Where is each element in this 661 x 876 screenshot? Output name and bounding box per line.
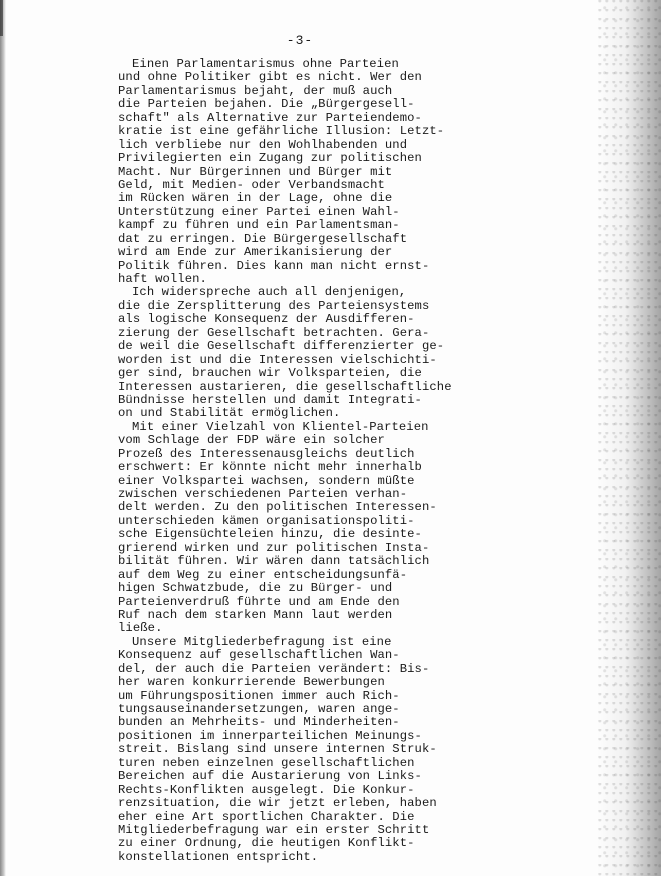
text-line: auf dem Weg zu einer entscheidungsunfä- — [118, 567, 408, 582]
text-line: Ich widerspreche auch all denjenigen, — [132, 285, 407, 300]
text-line: delt werden. Zu den politischen Interessen- — [118, 500, 437, 515]
text-line: die die Zersplitterung des Parteiensystems — [118, 298, 430, 313]
text-line: grierend wirken und zur politischen Insta- — [118, 540, 430, 555]
text-line: streit. Bislang sind unsere internen Struk- — [118, 742, 437, 757]
text-line: de weil die Gesellschaft differenzierter ge- — [118, 339, 445, 354]
text-line: schaft" als Alternative zur Parteiendemo- — [118, 110, 422, 125]
text-line: bunden an Mehrheits- und Minderheiten- — [118, 715, 400, 730]
text-line: kampf zu führen und ein Parlamentsman- — [118, 218, 400, 233]
scan-corner-mark — [0, 0, 25, 36]
text-line: Parlamentarismus bejaht, der muß auch — [118, 83, 393, 98]
text-line: Parteienverdruß führte und am Ende den — [118, 594, 400, 609]
text-line: tungsauseinandersetzungen, waren ange- — [118, 702, 400, 716]
text-line: die Parteien bejahen. Die „Bürgergesell- — [118, 97, 415, 112]
text-line: wird am Ende zur Amerikanisierung der — [118, 245, 393, 260]
text-line: Bereichen auf die Austarierung von Links- — [118, 769, 422, 784]
text-line: kratie ist eine gefährliche Illusion: Letzt- — [118, 124, 445, 139]
text-line: lich verbliebe nur den Wohlhabenden und — [118, 137, 408, 152]
text-line: zierung der Gesellschaft betrachten. Gera- — [118, 325, 430, 340]
text-line: Mit einer Vielzahl von Klientel-Parteien — [132, 419, 429, 434]
paragraph — [118, 286, 558, 420]
text-line: Mitgliederbefragung war ein erster Schritt — [118, 822, 430, 837]
text-line: Rechts-Konflikten ausgelegt. Die Konkur- — [118, 782, 415, 797]
text-line: zwischen verschiedenen Parteien verhan- — [118, 487, 408, 501]
text-line: Prozeß des Interessenausgleichs deutlich — [118, 446, 415, 461]
text-line: konstellationen entspricht. — [118, 849, 319, 864]
text-line: positionen im innerparteilichen Meinungs- — [118, 728, 422, 743]
text-line: higen Schwatzbude, die zu Bürger- und — [118, 581, 393, 596]
text-line: Macht. Nur Bürgerinnen und Bürger mit — [118, 164, 393, 179]
page-number: -3- — [286, 33, 314, 48]
text-line: Unsere Mitgliederbefragung ist eine — [132, 634, 392, 649]
text-line: del, der auch die Parteien verändert: Bis- — [118, 661, 430, 676]
text-line: Bündnisse herstellen und damit Integrati- — [118, 392, 422, 407]
text-line: Geld, mit Medien- oder Verbandsmacht — [118, 177, 385, 192]
text-line: vom Schlage der FDP wäre ein solcher — [118, 433, 385, 448]
scan-edge-right — [597, 0, 661, 876]
text-line: turen neben einzelnen gesellschaftlichen — [118, 755, 415, 770]
text-line: Unterstützung einer Partei einen Wahl- — [118, 204, 400, 219]
text-line: Konsequenz auf gesellschaftlichen Wan- — [118, 648, 400, 663]
text-line: ger sind, brauchen wir Volksparteien, die — [118, 366, 422, 381]
text-line: worden ist und die Interessen vielschichti- — [118, 352, 437, 367]
text-line: erschwert: Er könnte nicht mehr innerhalb — [118, 460, 422, 475]
text-line: einer Volkspartei wachsen, sondern müßte — [118, 473, 415, 488]
paragraph — [118, 636, 558, 864]
text-line: Ruf nach dem starken Mann laut werden — [118, 607, 393, 622]
text-line: dat zu erringen. Die Bürgergesellschaft — [118, 231, 408, 246]
text-line: Einen Parlamentarismus ohne Parteien — [132, 57, 399, 71]
text-line: renzsituation, die wir jetzt erleben, haben — [118, 796, 437, 811]
text-line: bilität führen. Wir wären dann tatsächlich — [118, 554, 430, 569]
text-line: und ohne Politiker gibt es nicht. Wer den — [118, 70, 422, 85]
text-line: haft wollen. — [118, 272, 207, 286]
text-line: her waren konkurrierende Bewerbungen — [118, 675, 385, 690]
scan-edge-left — [0, 0, 6, 876]
text-line: Privilegierten ein Zugang zur politischen — [118, 151, 422, 166]
body-text — [118, 58, 558, 864]
text-line: Interessen austarieren, die gesellschaftliche — [118, 379, 452, 394]
text-line: ließe. — [118, 621, 163, 636]
text-line: um Führungspositionen immer auch Rich- — [118, 688, 400, 703]
text-line: als logische Konsequenz der Ausdifferen- — [118, 312, 415, 327]
text-line: eher eine Art sportlichen Charakter. Die — [118, 809, 415, 824]
text-line: on und Stabilität ermöglichen. — [118, 406, 341, 421]
text-line: Politik führen. Dies kann man nicht ernst- — [118, 258, 430, 273]
text-line: im Rücken wären in der Lage, ohne die — [118, 191, 393, 206]
text-line: unterschieden kämen organisationspoliti- — [118, 513, 415, 528]
text-line: sche Eigensüchteleien hinzu, die desinte- — [118, 527, 422, 542]
text-line: zu einer Ordnung, die heutigen Konflikt- — [118, 836, 415, 851]
paragraph — [118, 421, 558, 636]
paragraph — [118, 58, 558, 286]
